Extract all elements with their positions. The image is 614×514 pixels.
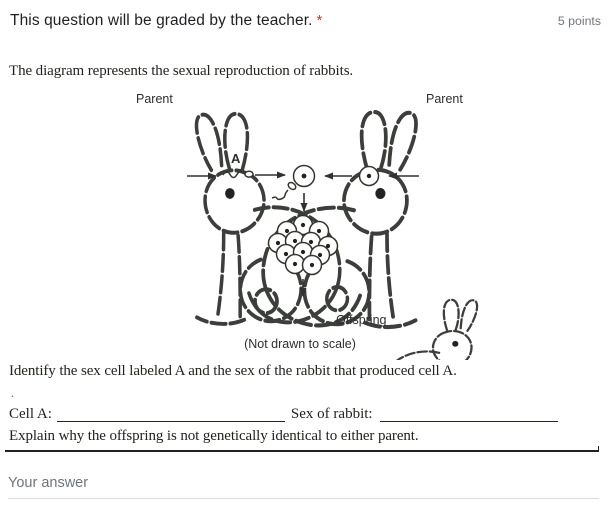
sperm-cell — [223, 171, 253, 177]
cell-cluster — [269, 216, 338, 275]
points-badge: 5 points — [557, 14, 601, 28]
offspring-label: Offspring — [336, 313, 387, 327]
identify-question-text: Identify the sex cell labeled A and the sex of the rabbit that produced cell A. — [9, 363, 457, 379]
required-asterisk: * — [316, 12, 323, 29]
diagram-intro-text: The diagram represents the sexual reproduction of rabbits. — [9, 63, 354, 79]
scan-artifact-dot: . — [11, 386, 14, 400]
scale-note: (Not drawn to scale) — [244, 337, 356, 351]
parent-right-label: Parent — [426, 92, 463, 106]
sex-of-rabbit-blank-line — [380, 406, 558, 422]
question-title-text: This question will be graded by the teacher. — [10, 12, 313, 29]
reproduction-diagram — [0, 85, 614, 360]
egg-cell — [360, 167, 379, 186]
parent-right-rabbit — [197, 114, 348, 324]
sperm-a-label: A — [231, 151, 241, 166]
explain-question-text: Explain why the offspring is not genetically identical to either parent. — [9, 428, 419, 444]
fertilized-egg — [272, 166, 315, 200]
sex-of-rabbit-label: Sex of rabbit: — [290, 406, 373, 422]
answer-writing-line — [5, 450, 599, 452]
fill-in-blanks-row — [9, 404, 558, 423]
parent-left-label: Parent — [136, 92, 173, 106]
cell-a-blank-line — [57, 406, 285, 422]
cell-a-label: Cell A: — [9, 406, 52, 422]
answer-input[interactable] — [8, 467, 599, 499]
question-title — [10, 11, 322, 30]
diagram-graphics — [0, 85, 614, 360]
